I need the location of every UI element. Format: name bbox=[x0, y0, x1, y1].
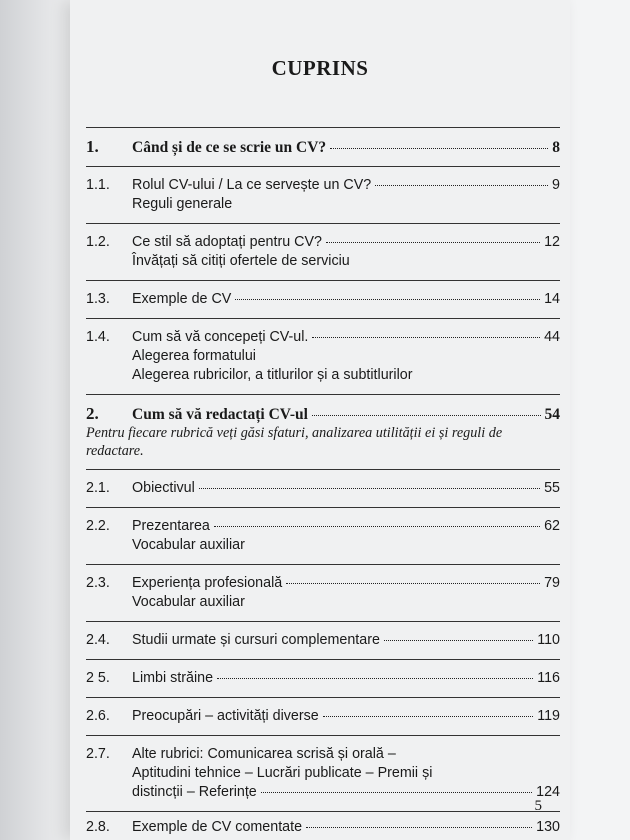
toc-entry-number: 1.3. bbox=[86, 291, 110, 307]
toc-entry-line bbox=[86, 818, 560, 837]
chapter-note: Pentru fiecare rubrică veți găsi sfaturi, analizarea utilității ei și reguli de redactare. bbox=[86, 425, 503, 459]
toc-entry-line bbox=[86, 290, 560, 309]
toc-entry[interactable] bbox=[86, 707, 560, 726]
toc-page-number: 110 bbox=[537, 632, 560, 648]
toc-entry-title: Rolul CV-ului / La ce servește un CV? bbox=[132, 177, 372, 193]
toc-entry-subtitle: Aptitudini tehnice – Lucrări publicate – Premii și bbox=[132, 765, 433, 781]
entry-divider bbox=[86, 564, 560, 565]
table-of-contents bbox=[86, 118, 560, 837]
toc-entry-title: Când și de ce se scrie un CV? bbox=[132, 139, 327, 156]
entry-divider bbox=[86, 166, 560, 167]
entry-divider bbox=[86, 621, 560, 622]
toc-page-number: 54 bbox=[544, 406, 560, 423]
dot-leader bbox=[312, 336, 540, 338]
toc-entry-number: 2.7. bbox=[86, 746, 110, 762]
toc-entry-title: Obiectivul bbox=[132, 480, 195, 496]
toc-entry-title: Limbi străine bbox=[132, 670, 214, 686]
toc-entry-subtitle: Reguli generale bbox=[132, 196, 233, 212]
dot-leader bbox=[384, 639, 533, 641]
toc-page-number: 119 bbox=[537, 708, 560, 724]
toc-entry-number: 1.1. bbox=[86, 177, 110, 193]
toc-entry-number: 2.4. bbox=[86, 632, 110, 648]
entry-divider bbox=[86, 469, 560, 470]
toc-entry[interactable] bbox=[86, 745, 560, 802]
dot-leader bbox=[306, 826, 532, 828]
toc-entry-line bbox=[86, 479, 560, 498]
dot-leader bbox=[199, 487, 540, 489]
toc-entry-number: 2.2. bbox=[86, 518, 110, 534]
toc-entry-title: Exemple de CV comentate bbox=[132, 819, 303, 835]
entry-divider bbox=[86, 507, 560, 508]
page-title: CUPRINS bbox=[271, 56, 369, 80]
dot-leader bbox=[375, 184, 548, 186]
toc-entry[interactable] bbox=[86, 176, 560, 214]
toc-entry-line bbox=[86, 176, 560, 195]
dot-leader bbox=[312, 414, 541, 416]
toc-entry-title: Cum să vă redactați CV-ul bbox=[132, 406, 308, 423]
toc-entry-subtitle: Vocabular auxiliar bbox=[132, 594, 245, 610]
toc-page-number: 62 bbox=[544, 518, 560, 534]
toc-chapter[interactable] bbox=[86, 404, 560, 460]
toc-entry-subtitle: Învățați să citiți ofertele de serviciu bbox=[132, 253, 350, 269]
toc-entry[interactable] bbox=[86, 233, 560, 271]
toc-entry-number: 1. bbox=[86, 137, 99, 156]
toc-entry[interactable] bbox=[86, 669, 560, 688]
toc-entry-line bbox=[86, 233, 560, 252]
toc-entry-number: 2.3. bbox=[86, 575, 110, 591]
entry-divider bbox=[86, 280, 560, 281]
toc-entry-title: Ce stil să adoptați pentru CV? bbox=[132, 234, 322, 250]
toc-entry-line bbox=[86, 328, 560, 347]
toc-entry-title: Studii urmate și cursuri complementare bbox=[132, 632, 380, 648]
toc-entry[interactable] bbox=[86, 818, 560, 837]
toc-entry-number: 1.4. bbox=[86, 329, 110, 345]
toc-entry-title: Cum să vă concepeți CV-ul. bbox=[132, 329, 309, 345]
toc-entry[interactable] bbox=[86, 479, 560, 498]
toc-page-number: 14 bbox=[544, 291, 560, 307]
entry-divider bbox=[86, 394, 560, 395]
toc-entry-number: 2 5. bbox=[86, 670, 110, 686]
toc-entry-title: Alte rubrici: Comunicarea scrisă și orală – bbox=[132, 746, 396, 762]
toc-page-number: 124 bbox=[536, 784, 560, 800]
entry-divider bbox=[86, 697, 560, 698]
dot-leader bbox=[326, 241, 540, 243]
toc-page-number: 8 bbox=[552, 139, 560, 156]
toc-page-number: 44 bbox=[544, 329, 560, 345]
toc-entry-line bbox=[86, 783, 560, 802]
toc-entry-title-end: distincții – Referințe bbox=[132, 784, 257, 800]
toc-entry-line bbox=[86, 574, 560, 593]
toc-entry-line bbox=[86, 631, 560, 650]
toc-entry-subtitle: Alegerea formatului bbox=[132, 348, 256, 364]
toc-entry-title: Exemple de CV bbox=[132, 291, 232, 307]
toc-chapter[interactable] bbox=[86, 137, 560, 157]
book-page bbox=[70, 0, 570, 840]
toc-entry-number: 1.2. bbox=[86, 234, 110, 250]
dot-leader bbox=[323, 715, 533, 717]
toc-entry[interactable] bbox=[86, 574, 560, 612]
toc-entry-number: 2.6. bbox=[86, 708, 110, 724]
toc-page-number: 55 bbox=[544, 480, 560, 496]
entry-divider bbox=[86, 659, 560, 660]
toc-entry-line bbox=[86, 404, 560, 424]
dot-leader bbox=[286, 582, 540, 584]
toc-page-number: 9 bbox=[552, 177, 560, 193]
dot-leader bbox=[235, 298, 540, 300]
book-binding bbox=[0, 0, 70, 840]
dot-leader bbox=[261, 791, 532, 793]
toc-entry-line bbox=[86, 517, 560, 536]
entry-divider bbox=[86, 223, 560, 224]
toc-entry-title: Experiența profesională bbox=[132, 575, 283, 591]
toc-entry-subtitle: Vocabular auxiliar bbox=[132, 537, 245, 553]
toc-page-number: 79 bbox=[544, 575, 560, 591]
page-number: 5 bbox=[534, 798, 542, 814]
toc-entry[interactable] bbox=[86, 290, 560, 309]
toc-entry[interactable] bbox=[86, 517, 560, 555]
entry-divider bbox=[86, 318, 560, 319]
toc-entry-subtitle: Alegerea rubricilor, a titlurilor și a subtitlurilor bbox=[132, 367, 413, 383]
entry-divider bbox=[86, 735, 560, 736]
toc-entry-number: 2.1. bbox=[86, 480, 110, 496]
toc-page-number: 12 bbox=[544, 234, 560, 250]
toc-entry-number: 2. bbox=[86, 404, 99, 423]
toc-entry-title: Prezentarea bbox=[132, 518, 210, 534]
entry-divider bbox=[86, 127, 560, 128]
toc-entry-number: 2.8. bbox=[86, 819, 110, 835]
dot-leader bbox=[214, 525, 540, 527]
toc-entry-line bbox=[86, 669, 560, 688]
toc-entry-line bbox=[86, 707, 560, 726]
entry-divider bbox=[86, 811, 560, 812]
toc-entry-line bbox=[86, 137, 560, 157]
toc-entry-title: Preocupări – activități diverse bbox=[132, 708, 319, 724]
dot-leader bbox=[330, 147, 548, 149]
toc-entry-line bbox=[86, 745, 560, 764]
toc-entry[interactable] bbox=[86, 631, 560, 650]
toc-entry[interactable] bbox=[86, 328, 560, 385]
dot-leader bbox=[217, 677, 533, 679]
toc-page-number: 116 bbox=[537, 670, 560, 686]
toc-page-number: 130 bbox=[536, 819, 560, 835]
